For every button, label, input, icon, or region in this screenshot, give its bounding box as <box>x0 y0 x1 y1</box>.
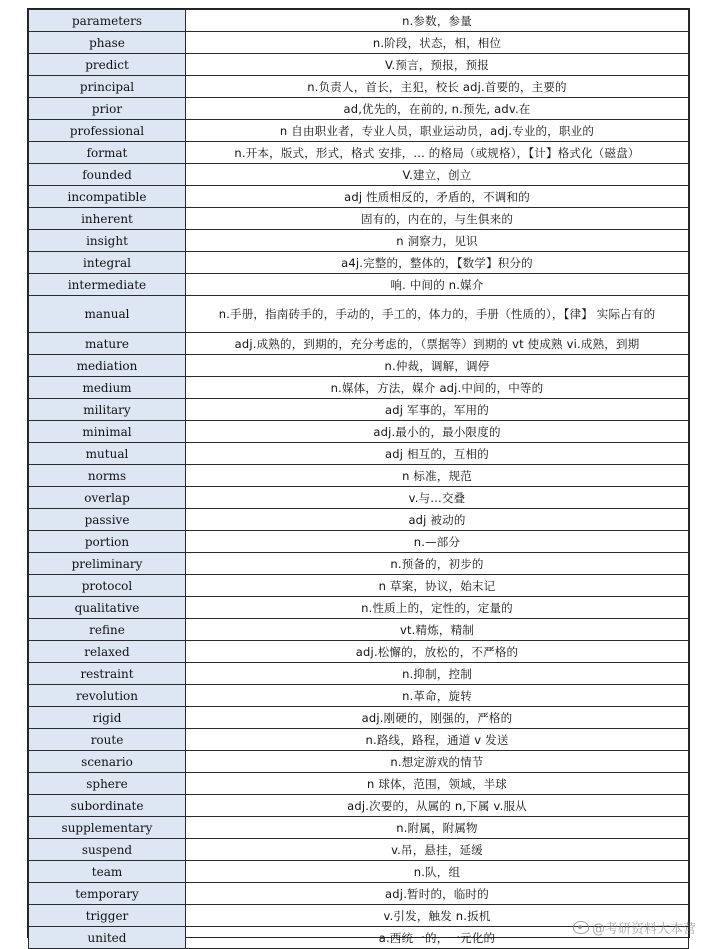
definition-cell: n.抑制，控制 <box>186 663 689 685</box>
word-cell: phase <box>29 32 186 54</box>
table-row <box>29 252 689 274</box>
word-cell: minimal <box>29 421 186 443</box>
table-row <box>29 186 689 208</box>
definition-cell: vt.精炼，精制 <box>186 619 689 641</box>
weibo-icon <box>573 921 589 934</box>
table-row <box>29 575 689 597</box>
word-cell: mutual <box>29 443 186 465</box>
definition-cell: n.路线，路程，通道 v 发送 <box>186 729 689 751</box>
definition-cell: 响. 中间的 n.媒介 <box>186 274 689 296</box>
table-row <box>29 230 689 252</box>
definition-cell: v.引发，触发 n.扳机 <box>186 905 689 927</box>
table-row <box>29 707 689 729</box>
definition-cell: 固有的，内在的，与生俱来的 <box>186 208 689 230</box>
vocabulary-table <box>28 9 689 949</box>
definition-cell: adj 军事的，军用的 <box>186 399 689 421</box>
table-row <box>29 164 689 186</box>
word-cell: professional <box>29 120 186 142</box>
table-row <box>29 10 689 32</box>
definition-cell: n 洞察力，见识 <box>186 230 689 252</box>
word-cell: trigger <box>29 905 186 927</box>
table-row <box>29 54 689 76</box>
definition-cell: n 球体，范围，领域，半球 <box>186 773 689 795</box>
definition-cell: V.预言，预报，预报 <box>186 54 689 76</box>
table-row <box>29 795 689 817</box>
table-row <box>29 487 689 509</box>
definition-cell: v.与…交叠 <box>186 487 689 509</box>
definition-cell: n.仲裁，调解，调停 <box>186 355 689 377</box>
word-cell: military <box>29 399 186 421</box>
word-cell: restraint <box>29 663 186 685</box>
definition-cell: n.性质上的，定性的，定量的 <box>186 597 689 619</box>
word-cell: mature <box>29 333 186 355</box>
table-row <box>29 465 689 487</box>
table-row <box>29 274 689 296</box>
word-cell: incompatible <box>29 186 186 208</box>
word-cell: principal <box>29 76 186 98</box>
word-cell: norms <box>29 465 186 487</box>
definition-cell: adj.松懈的，放松的，不严格的 <box>186 641 689 663</box>
table-row <box>29 377 689 399</box>
definition-cell: adj 性质相反的，矛盾的，不调和的 <box>186 186 689 208</box>
word-cell: sphere <box>29 773 186 795</box>
table-row <box>29 531 689 553</box>
word-cell: intermediate <box>29 274 186 296</box>
definition-cell: n.开本，版式，形式，格式 安排，... 的格局（或规格），【计】格式化（磁盘） <box>186 142 689 164</box>
table-row <box>29 641 689 663</box>
table-row <box>29 817 689 839</box>
definition-cell: adj.暂时的，临时的 <box>186 883 689 905</box>
table-row <box>29 619 689 641</box>
word-cell: route <box>29 729 186 751</box>
word-cell: temporary <box>29 883 186 905</box>
definition-cell: n.革命，旋转 <box>186 685 689 707</box>
word-cell: manual <box>29 296 186 333</box>
word-cell: mediation <box>29 355 186 377</box>
word-cell: parameters <box>29 10 186 32</box>
table-row <box>29 208 689 230</box>
word-cell: integral <box>29 252 186 274</box>
word-cell: scenario <box>29 751 186 773</box>
definition-cell: adj 相互的，互相的 <box>186 443 689 465</box>
word-cell: united <box>29 927 186 949</box>
table-row <box>29 861 689 883</box>
table-row <box>29 509 689 531</box>
table-row <box>29 296 689 333</box>
table-row <box>29 333 689 355</box>
definition-cell: adj.最小的，最小限度的 <box>186 421 689 443</box>
definition-cell: v.吊，悬挂，延缓 <box>186 839 689 861</box>
word-cell: revolution <box>29 685 186 707</box>
word-cell: format <box>29 142 186 164</box>
definition-cell: adj 被动的 <box>186 509 689 531</box>
definition-cell: n.想定游戏的情节 <box>186 751 689 773</box>
word-cell: preliminary <box>29 553 186 575</box>
word-cell: subordinate <box>29 795 186 817</box>
table-row <box>29 355 689 377</box>
vocabulary-table-body <box>29 10 689 949</box>
word-cell: rigid <box>29 707 186 729</box>
table-row <box>29 685 689 707</box>
definition-cell: n.阶段，状态，相，相位 <box>186 32 689 54</box>
table-row <box>29 142 689 164</box>
definition-cell: n.—部分 <box>186 531 689 553</box>
definition-cell: a.西统一的，一元化的 <box>186 927 689 949</box>
word-cell: founded <box>29 164 186 186</box>
word-cell: qualitative <box>29 597 186 619</box>
definition-cell: n.手册，指南砖手的，手动的，手工的，体力的，手册（性质的），【律】 实际占有的 <box>186 296 689 333</box>
table-row <box>29 839 689 861</box>
table-row <box>29 773 689 795</box>
word-cell: relaxed <box>29 641 186 663</box>
definition-cell: n 自由职业者，专业人员，职业运动员，adj.专业的，职业的 <box>186 120 689 142</box>
watermark <box>573 918 696 937</box>
watermark-text: @考研资料大本营 <box>591 922 696 937</box>
definition-cell: n.预备的，初步的 <box>186 553 689 575</box>
table-row <box>29 421 689 443</box>
table-row <box>29 399 689 421</box>
table-row <box>29 76 689 98</box>
table-row <box>29 98 689 120</box>
table-row <box>29 443 689 465</box>
word-cell: supplementary <box>29 817 186 839</box>
word-cell: overlap <box>29 487 186 509</box>
definition-cell: n.负责人，首长，主犯，校长 adj.首要的，主要的 <box>186 76 689 98</box>
definition-cell: n 草案，协议，始末记 <box>186 575 689 597</box>
word-cell: portion <box>29 531 186 553</box>
definition-cell: V.建立，创立 <box>186 164 689 186</box>
word-cell: inherent <box>29 208 186 230</box>
word-cell: predict <box>29 54 186 76</box>
word-cell: medium <box>29 377 186 399</box>
definition-cell: a4j.完整的，整体的，【数学】积分的 <box>186 252 689 274</box>
table-row <box>29 751 689 773</box>
definition-cell: n.队，组 <box>186 861 689 883</box>
definition-cell: n.媒体，方法，媒介 adj.中间的，中等的 <box>186 377 689 399</box>
definition-cell: adj.成熟的，到期的，充分考虑的，（票据等）到期的 vt 使成熟 vi.成熟，到期 <box>186 333 689 355</box>
table-row <box>29 883 689 905</box>
word-cell: suspend <box>29 839 186 861</box>
definition-cell: adj.刚硬的，刚强的，严格的 <box>186 707 689 729</box>
word-cell: team <box>29 861 186 883</box>
definition-cell: n.参数，参量 <box>186 10 689 32</box>
definition-cell: ad,优先的，在前的, n.预先, adv.在 <box>186 98 689 120</box>
definition-cell: n 标准，规范 <box>186 465 689 487</box>
vocabulary-sheet <box>27 8 690 945</box>
word-cell: insight <box>29 230 186 252</box>
table-row <box>29 120 689 142</box>
table-row <box>29 553 689 575</box>
word-cell: protocol <box>29 575 186 597</box>
word-cell: prior <box>29 98 186 120</box>
table-row <box>29 663 689 685</box>
table-row <box>29 597 689 619</box>
word-cell: passive <box>29 509 186 531</box>
definition-cell: n.附属，附属物 <box>186 817 689 839</box>
definition-cell: adj.次要的，从属的 n,下属 v.服从 <box>186 795 689 817</box>
table-row <box>29 32 689 54</box>
table-row <box>29 729 689 751</box>
word-cell: refine <box>29 619 186 641</box>
